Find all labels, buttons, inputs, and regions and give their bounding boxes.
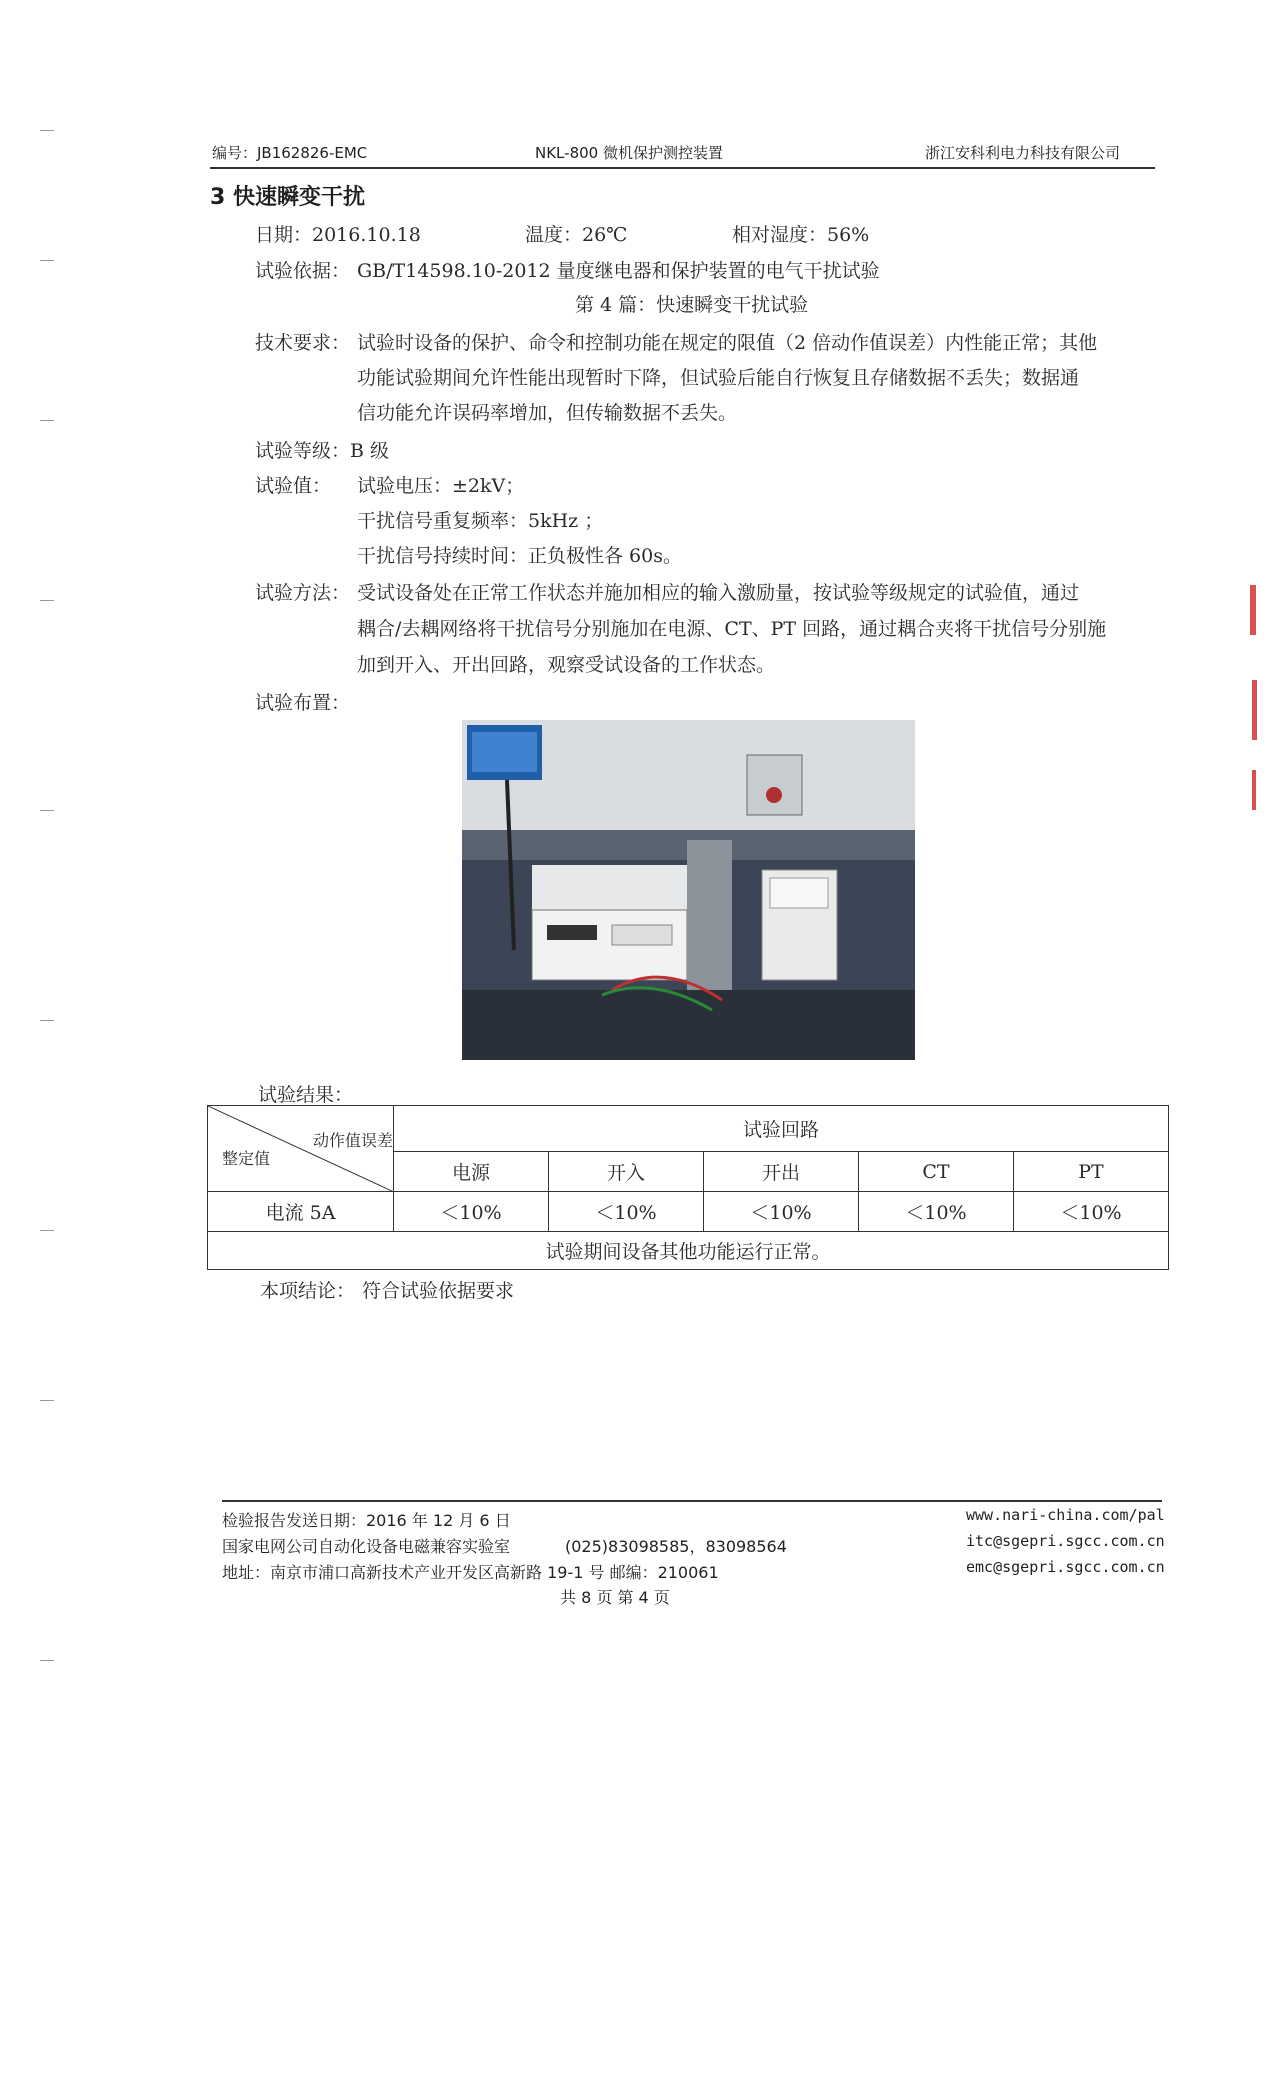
- header-rule: [210, 167, 1155, 169]
- send-date: 检验报告发送日期：2016 年 12 月 6 日: [222, 1511, 511, 1530]
- lab-phone: (025)83098585，83098564: [565, 1537, 787, 1556]
- red-stamp-edge: [1250, 585, 1256, 635]
- results-table: [207, 1105, 1169, 1270]
- lab-address: 地址：南京市浦口高新技术产业开发区高新路 19-1 号 邮编：210061: [222, 1563, 719, 1582]
- scan-mark: [40, 1020, 54, 1021]
- red-stamp-edge: [1252, 770, 1256, 810]
- footer-rule: [222, 1500, 1162, 1502]
- scan-mark: [40, 130, 54, 131]
- value-line-2: 干扰信号重复频率：5kHz ；: [357, 510, 604, 532]
- value-line-1: 试验电压：±2kV；: [357, 475, 525, 497]
- tech-line-1: 试验时设备的保护、命令和控制功能在规定的限值（2 倍动作值误差）内性能正常；其他: [357, 332, 1098, 354]
- scan-mark: [40, 810, 54, 811]
- method-line-1: 受试设备处在正常工作状态并施加相应的输入激励量，按试验等级规定的试验值，通过: [357, 582, 1080, 604]
- test-setup-photo: [462, 720, 915, 1060]
- tech-label: 技术要求：: [255, 332, 351, 354]
- email-emc: emc@sgepri.sgcc.com.cn: [966, 1558, 1165, 1576]
- cell-binary-in: ＜10%: [549, 1192, 704, 1232]
- scan-mark: [40, 1400, 54, 1401]
- conclusion-label: 本项结论：: [260, 1280, 356, 1302]
- table-note: 试验期间设备其他功能运行正常。: [208, 1232, 1169, 1270]
- product-name: NKL-800 微机保护测控装置: [535, 144, 723, 162]
- test-level: 试验等级：B 级: [255, 440, 390, 462]
- cell-power: ＜10%: [394, 1192, 549, 1232]
- email-itc: itc@sgepri.sgcc.com.cn: [966, 1532, 1165, 1550]
- method-line-2: 耦合/去耦网络将干扰信号分别施加在电源、CT、PT 回路，通过耦合夹将干扰信号分别施: [357, 618, 1107, 640]
- layout-label: 试验布置：: [255, 692, 351, 714]
- cell-pt: ＜10%: [1014, 1192, 1169, 1232]
- tech-line-3: 信功能允许误码率增加，但传输数据不丢失。: [357, 402, 738, 424]
- cell-ct: ＜10%: [859, 1192, 1014, 1232]
- conclusion-text: 符合试验依据要求: [362, 1280, 515, 1302]
- col-header-power: 电源: [394, 1152, 549, 1192]
- corner-bottom-label: 整定值: [222, 1149, 271, 1168]
- scan-mark: [40, 1660, 54, 1661]
- method-label: 试验方法：: [255, 582, 351, 604]
- result-label: 试验结果：: [258, 1084, 354, 1106]
- test-date: 日期：2016.10.18: [255, 224, 421, 246]
- test-temperature: 温度：26℃: [525, 224, 628, 246]
- page-count: 共 8 页 第 4 页: [560, 1588, 670, 1607]
- value-line-3: 干扰信号持续时间：正负极性各 60s。: [357, 545, 682, 567]
- method-line-3: 加到开入、开出回路，观察受试设备的工作状态。: [357, 654, 776, 676]
- row-label: 电流 5A: [208, 1192, 394, 1232]
- col-header-pt: PT: [1014, 1152, 1169, 1192]
- basis-line-2: 第 4 篇：快速瞬变干扰试验: [575, 294, 809, 316]
- scan-mark: [40, 1230, 54, 1231]
- group-header: 试验回路: [394, 1106, 1169, 1152]
- col-header-binary-out: 开出: [704, 1152, 859, 1192]
- table-row: [208, 1192, 1169, 1232]
- corner-header-cell: [208, 1106, 394, 1192]
- report-number: 编号：JB162826-EMC: [212, 144, 368, 162]
- col-header-binary-in: 开入: [549, 1152, 704, 1192]
- col-header-ct: CT: [859, 1152, 1014, 1192]
- corner-top-label: 动作值误差: [312, 1131, 393, 1150]
- cell-binary-out: ＜10%: [704, 1192, 859, 1232]
- basis-line-1: GB/T14598.10-2012 量度继电器和保护装置的电气干扰试验: [357, 260, 880, 282]
- scan-mark: [40, 420, 54, 421]
- tech-line-2: 功能试验期间允许性能出现暂时下降，但试验后能自行恢复且存储数据不丢失；数据通: [357, 367, 1080, 389]
- section-title: 3 快速瞬变干扰: [210, 185, 365, 210]
- test-humidity: 相对湿度：56%: [732, 224, 870, 246]
- lab-name: 国家电网公司自动化设备电磁兼容实验室: [222, 1537, 511, 1556]
- website: www.nari-china.com/pal: [966, 1506, 1165, 1524]
- company-name: 浙江安科利电力科技有限公司: [925, 144, 1121, 162]
- scan-mark: [40, 260, 54, 261]
- red-stamp-edge: [1252, 680, 1257, 740]
- scan-mark: [40, 600, 54, 601]
- basis-label: 试验依据：: [255, 260, 351, 282]
- value-label: 试验值：: [255, 475, 332, 497]
